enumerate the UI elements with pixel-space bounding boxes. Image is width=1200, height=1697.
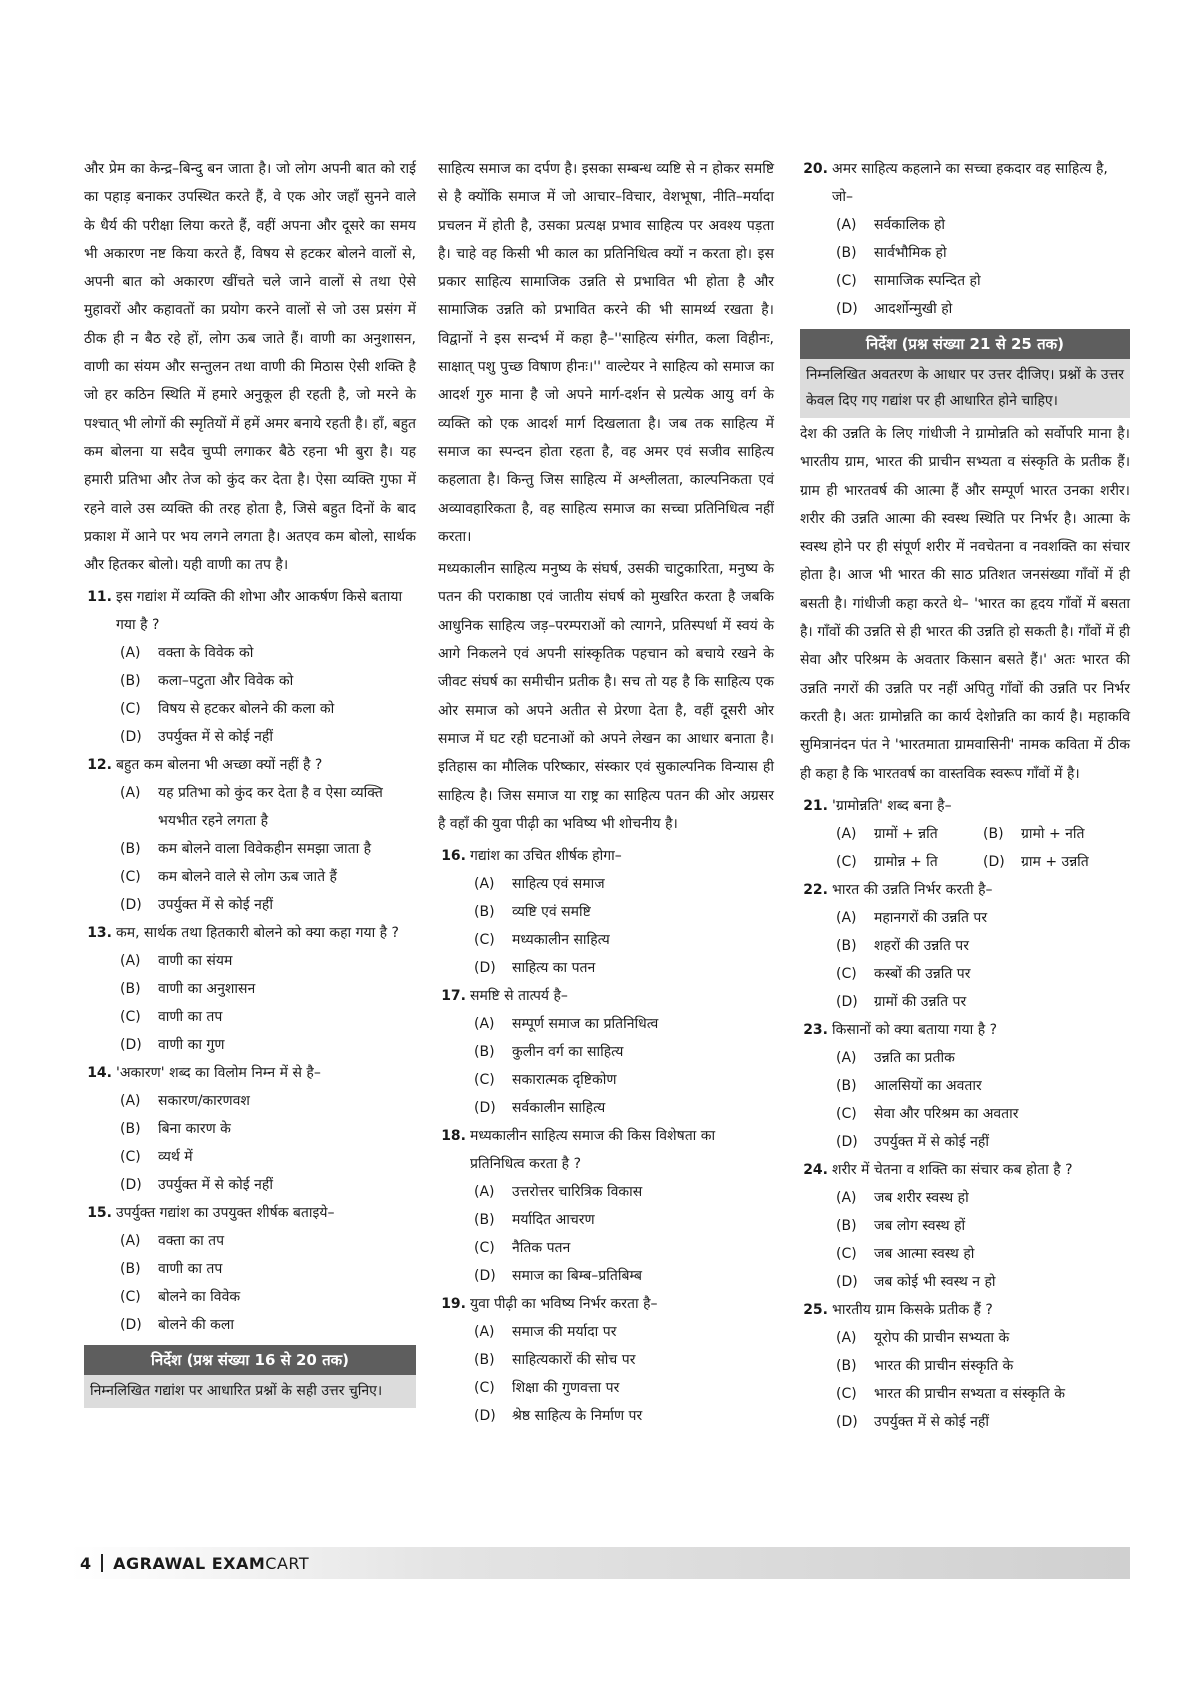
question-row	[84, 751, 416, 779]
question-number: 17.	[441, 988, 466, 1005]
question-number: 20.	[803, 161, 828, 177]
option-text: साहित्य एवं समाज	[512, 876, 605, 893]
answer-option	[84, 1311, 416, 1339]
question-text: कम, सार्थक तथा हितकारी बोलने को क्या कहा गया है ?	[116, 925, 399, 942]
question-number: 25.	[803, 1301, 828, 1318]
passage-text: देश की उन्नति के लिए गांधीजी ने ग्रामोन्नति को सर्वोपरि माना है। भारतीय ग्राम, भारत की प्राचीन सभ्यता व संस्कृति के प्रतीक हैं। ग्राम ही भारतवर्ष की आत्मा हैं और सम्पूर्ण भारत उनका शरीर। शरीर की उन्नति आत्मा की स्वस्थ स्थिति पर निर्भर है। आत्मा के स्वस्थ होने पर ही संपूर्ण शरीर में नवचेतना व नवशक्ति का संचार होता है। आज भी भारत की साठ प्रतिशत जनसंख्या गाँवों में ही बसती है। गांधीजी कहा करते थे– 'भारत का हृदय गाँवों में बसता है। गाँवों की उन्नति से ही भारत की उन्नति हो सकती है। गाँवों में ही सेवा और परिश्रम के अवतार किसान बसते हैं।' अतः भारत की उन्नति नगरों की उन्नति पर नहीं अपितु गाँवों की उन्नति पर निर्भर करती है। अतः ग्रामोन्नति का कार्य देशोन्नति का कार्य है। महाकवि सुमित्रानंदन पंत ने 'भारतमाता ग्रामवासिनी' नामक कविता में ठीक ही कहा है कि भारतवर्ष का वास्तविक स्वरूप गाँवों में है।	[800, 426, 1130, 782]
option-label: (C)	[474, 932, 495, 949]
option-label: (B)	[836, 1077, 857, 1094]
option-label: (C)	[120, 869, 141, 886]
option-label: (A)	[836, 825, 857, 842]
option-label: (C)	[836, 1385, 857, 1402]
option-text: उन्नति का प्रतीक	[874, 1049, 955, 1066]
question-text: इस गद्यांश में व्यक्ति की शोभा और आकर्षण किसे बताया गया है ?	[116, 589, 403, 634]
directive-body: निम्नलिखित अवतरण के आधार पर उत्तर दीजिए। प्रश्नों के उत्तर केवल दिए गए गद्यांश पर ही आधारित होने चाहिए।	[800, 359, 1130, 418]
answer-option	[800, 988, 1130, 1016]
option-label: (A)	[120, 1233, 141, 1250]
answer-option	[84, 863, 416, 891]
option-text: जब शरीर स्वस्थ हो	[874, 1189, 969, 1206]
question-number: 19.	[441, 1296, 466, 1313]
answer-option	[84, 667, 416, 695]
option-text: वाणी का तप	[158, 1261, 223, 1278]
column-right	[800, 155, 1130, 1436]
answer-option	[800, 1072, 1130, 1100]
answer-option	[800, 239, 1130, 267]
answer-option	[438, 870, 774, 898]
question-item	[800, 1156, 1130, 1296]
question-number: 24.	[803, 1161, 828, 1178]
option-label: (A)	[120, 1093, 141, 1110]
option-label: (D)	[120, 729, 142, 746]
answer-option	[84, 975, 416, 1003]
option-text: उपर्युक्त में से कोई नहीं	[874, 1413, 989, 1430]
page-number: 4	[80, 1553, 92, 1573]
answer-option	[84, 891, 416, 919]
answer-option	[800, 1324, 1130, 1352]
answer-option	[800, 1044, 1130, 1072]
option-text: ग्रामो + नति	[1021, 825, 1085, 842]
question-item	[438, 842, 774, 982]
option-text: नैतिक पतन	[512, 1240, 571, 1257]
option-text: बोलने का विवेक	[158, 1289, 241, 1306]
question-text: समष्टि से तात्पर्य है–	[470, 988, 568, 1005]
option-text: वाणी का संयम	[158, 953, 233, 970]
option-text: कुलीन वर्ग का साहित्य	[512, 1044, 624, 1061]
question-text: अमर साहित्य कहलाने का सच्चा हकदार वह साहित्य है, जो–	[832, 161, 1108, 205]
answer-option	[438, 1346, 774, 1374]
question-text: उपर्युक्त गद्यांश का उपयुक्त शीर्षक बताइये–	[116, 1205, 335, 1222]
option-label: (D)	[836, 1133, 858, 1150]
option-label: (B)	[120, 841, 141, 858]
answer-option	[84, 947, 416, 975]
question-item	[800, 792, 1130, 876]
option-text: श्रेष्ठ साहित्य के निर्माण पर	[512, 1408, 643, 1425]
answer-option	[983, 848, 1130, 876]
question-row	[800, 1296, 1130, 1324]
question-list	[84, 583, 416, 1339]
option-label: (C)	[120, 1149, 141, 1166]
answer-option	[84, 1143, 416, 1171]
answer-option	[438, 926, 774, 954]
option-text: सकारात्मक दृष्टिकोण	[512, 1072, 617, 1089]
option-label: (A)	[836, 1329, 857, 1346]
option-text: ग्रामों + न्नति	[874, 825, 938, 842]
answer-option	[800, 932, 1130, 960]
question-number: 21.	[803, 797, 828, 814]
option-text: उपर्युक्त में से कोई नहीं	[158, 897, 273, 914]
option-text: महानगरों की उन्नति पर	[874, 909, 988, 926]
answer-option	[800, 1184, 1130, 1212]
answer-option	[84, 695, 416, 723]
answer-option	[800, 960, 1130, 988]
option-label: (D)	[120, 1177, 142, 1194]
answer-option	[800, 904, 1130, 932]
question-row	[800, 792, 1130, 820]
option-text: मध्यकालीन साहित्य	[512, 932, 610, 949]
question-row	[84, 919, 416, 947]
option-label: (C)	[474, 1380, 495, 1397]
answer-option	[438, 1262, 774, 1290]
option-text: समाज का बिम्ब–प्रतिबिम्ब	[512, 1268, 643, 1285]
option-label: (D)	[836, 993, 858, 1010]
question-item	[438, 982, 774, 1122]
question-item	[84, 1199, 416, 1339]
option-text: सर्वकालीन साहित्य	[512, 1100, 606, 1117]
answer-option	[800, 295, 1130, 323]
option-label: (D)	[120, 897, 142, 914]
option-label: (D)	[120, 1037, 142, 1054]
option-label: (B)	[983, 825, 1004, 842]
brand-light: CART	[265, 1553, 310, 1573]
question-text: भारतीय ग्राम किसके प्रतीक हैं ?	[832, 1301, 993, 1318]
question-list	[800, 876, 1130, 1436]
question-text: युवा पीढ़ी का भविष्य निर्भर करता है–	[470, 1296, 658, 1313]
option-label: (A)	[474, 876, 495, 893]
question-row	[84, 583, 416, 639]
option-label: (B)	[474, 904, 495, 921]
option-text: विषय से हटकर बोलने की कला को	[158, 701, 335, 718]
option-text: भारत की प्राचीन सभ्यता व संस्कृति के	[874, 1385, 1065, 1402]
question-row	[800, 1156, 1130, 1184]
option-text: उपर्युक्त में से कोई नहीं	[158, 1177, 273, 1194]
question-row	[438, 842, 774, 870]
answer-option	[438, 1374, 774, 1402]
brand-bold: AGRAWAL EXAM	[113, 1553, 266, 1573]
option-label: (B)	[836, 245, 857, 261]
answer-option	[84, 723, 416, 751]
footer-divider	[101, 1554, 103, 1572]
option-label: (B)	[120, 981, 141, 998]
question-row	[438, 1122, 774, 1178]
option-label: (C)	[836, 965, 857, 982]
answer-option	[438, 1318, 774, 1346]
option-label: (C)	[836, 273, 857, 289]
answer-option	[84, 1255, 416, 1283]
question-item	[84, 583, 416, 751]
option-label: (D)	[474, 1408, 496, 1425]
option-text: साहित्य का पतन	[512, 960, 596, 977]
option-label: (A)	[474, 1324, 495, 1341]
question-number: 22.	[803, 881, 828, 898]
passage-text: मध्यकालीन साहित्य मनुष्य के संघर्ष, उसकी चाटुकारिता, मनुष्य के पतन की पराकाष्ठा एवं जातीय संघर्ष को मुखरित करता है जबकि आधुनिक साहित्य जड़–परम्पराओं को त्यागने, प्रतिस्पर्धा में स्वयं के आगे निकलने एवं अपनी सांस्कृतिक पहचान को बचाये रखने के जीवट संघर्ष का समीचीन प्रतीक है। सच तो यह है कि साहित्य एक ओर समाज को अपने अतीत से प्रेरणा देता है, वहीं दूसरी ओर समाज में घट रही घटनाओं को अपने लेखन का आधार बनाता है। इतिहास का मौलिक परिष्कार, संस्कार एवं सुकाल्पनिक विन्यास ही साहित्य है। जिस समाज या राष्ट्र का साहित्य पतन की ओर अग्रसर है वहाँ की युवा पीढ़ी का भविष्य भी शोचनीय है।	[438, 561, 774, 832]
option-label: (B)	[836, 1357, 857, 1374]
brand-logo	[113, 1554, 309, 1573]
question-row	[438, 982, 774, 1010]
question-row	[800, 876, 1130, 904]
answer-option	[438, 1094, 774, 1122]
answer-option	[438, 1038, 774, 1066]
question-row	[800, 155, 1130, 211]
option-label: (D)	[983, 853, 1005, 870]
question-text: 'अकारण' शब्द का विलोम निम्न में से है–	[116, 1065, 321, 1082]
question-list	[438, 842, 774, 1430]
question-number: 14.	[87, 1065, 112, 1082]
option-label: (C)	[120, 1289, 141, 1306]
question-row	[800, 1016, 1130, 1044]
answer-option	[800, 1100, 1130, 1128]
answer-option	[836, 820, 983, 848]
answer-option	[84, 779, 416, 835]
option-label: (A)	[474, 1184, 495, 1201]
question-number: 18.	[441, 1128, 466, 1145]
option-label: (B)	[120, 1261, 141, 1278]
option-label: (B)	[120, 1121, 141, 1138]
answer-option	[438, 1010, 774, 1038]
option-text: जब लोग स्वस्थ हों	[874, 1217, 966, 1234]
answer-option	[800, 267, 1130, 295]
option-label: (D)	[836, 1413, 858, 1430]
option-row	[800, 820, 1130, 848]
answer-option	[84, 835, 416, 863]
option-text: सर्वकालिक हो	[874, 217, 946, 233]
option-label: (A)	[120, 645, 141, 662]
option-label: (B)	[836, 1217, 857, 1234]
question-item	[84, 751, 416, 919]
option-text: यूरोप की प्राचीन सभ्यता के	[874, 1329, 1010, 1346]
option-text: व्यर्थ में	[158, 1149, 193, 1166]
answer-option	[438, 898, 774, 926]
option-text: कला–पटुता और विवेक को	[158, 673, 294, 690]
option-label: (D)	[120, 1317, 142, 1334]
question-item	[800, 155, 1130, 323]
answer-option	[84, 1227, 416, 1255]
question-number: 13.	[87, 925, 112, 942]
answer-option	[983, 820, 1130, 848]
option-label: (B)	[120, 673, 141, 690]
question-text: बहुत कम बोलना भी अच्छा क्यों नहीं है ?	[116, 757, 323, 774]
answer-option	[84, 1031, 416, 1059]
option-text: वक्ता का तप	[158, 1233, 225, 1250]
question-row	[84, 1199, 416, 1227]
option-label: (D)	[836, 1273, 858, 1290]
answer-option	[800, 1268, 1130, 1296]
question-number: 12.	[87, 757, 112, 774]
question-item	[800, 1296, 1130, 1436]
answer-option	[84, 1283, 416, 1311]
option-text: उपर्युक्त में से कोई नहीं	[874, 1133, 989, 1150]
option-text: उत्तरोत्तर चारित्रिक विकास	[512, 1184, 643, 1201]
question-number: 15.	[87, 1205, 112, 1222]
option-text: ग्रामोन्न + ति	[874, 853, 938, 870]
answer-option	[800, 1240, 1130, 1268]
option-label: (A)	[836, 1189, 857, 1206]
option-text: आदर्शोन्मुखी हो	[874, 301, 953, 317]
option-label: (D)	[474, 1268, 496, 1285]
answer-option	[800, 1128, 1130, 1156]
option-text: मर्यादित आचरण	[512, 1212, 595, 1229]
answer-option	[84, 639, 416, 667]
answer-option	[438, 1234, 774, 1262]
option-text: उपर्युक्त में से कोई नहीं	[158, 729, 273, 746]
passage-text: और प्रेम का केन्द्र–बिन्दु बन जाता है। जो लोग अपनी बात को राई का पहाड़ बनाकर उपस्थित करते हैं, वे एक ओर जहाँ सुनने वाले के धैर्य की परीक्षा लिया करते हैं, वहीं अपना और दूसरे का समय भी अकारण नष्ट किया करते हैं, विषय से हटकर बोलने वालों से, अपनी बात को अकारण खींचते चले जाने वालों से तथा ऐसे मुहावरों और कहावतों का प्रयोग करने वालों से जो उस प्रसंग में ठीक ही न बैठ रहे हों, लोग ऊब जाते हैं। वाणी का अनुशासन, वाणी का संयम और सन्तुलन तथा वाणी की मिठास ऐसी शक्ति है जो हर कठिन स्थिति में हमारे अनुकूल ही रहती है, जो मरने के पश्चात् भी लोगों की स्मृतियों में हमें अमर बनाये रहती है। हाँ, बहुत कम बोलना या सदैव चुप्पी लगाकर बैठे रहना भी बुरा है। यह हमारी प्रतिभा और तेज को कुंद कर देता है। ऐसा व्यक्ति गुफा में रहने वाले उस व्यक्ति की तरह होता है, जिसे बहुत दिनों के बाद प्रकाश में आने पर भय लगने लगता है। अतएव कम बोलो, सार्थक और हितकर बोलो। यही वाणी का तप है।	[84, 161, 416, 574]
question-item	[84, 919, 416, 1059]
answer-option	[800, 1380, 1130, 1408]
option-label: (A)	[120, 785, 141, 802]
option-label: (A)	[836, 217, 857, 233]
question-row	[84, 1059, 416, 1087]
answer-option	[836, 848, 983, 876]
option-label: (A)	[836, 1049, 857, 1066]
question-number: 11.	[87, 589, 112, 606]
option-text: ग्राम + उन्नति	[1021, 853, 1089, 870]
answer-option	[84, 1171, 416, 1199]
option-text: यह प्रतिभा को कुंद कर देता है व ऐसा व्यक्ति भयभीत रहने लगता है	[158, 785, 383, 830]
answer-option	[438, 1066, 774, 1094]
question-text: 'ग्रामोन्नति' शब्द बना है–	[832, 797, 952, 814]
question-item	[84, 1059, 416, 1199]
option-text: जब कोई भी स्वस्थ न हो	[874, 1273, 996, 1290]
option-text: सामाजिक स्पन्दित हो	[874, 273, 981, 289]
question-list	[800, 155, 1130, 323]
question-text: किसानों को क्या बताया गया है ?	[832, 1021, 998, 1038]
option-label: (A)	[836, 909, 857, 926]
option-label: (C)	[836, 1245, 857, 1262]
question-text: शरीर में चेतना व शक्ति का संचार कब होता है ?	[832, 1161, 1073, 1178]
directive-body: निम्नलिखित गद्यांश पर आधारित प्रश्नों के सही उत्तर चुनिए।	[84, 1375, 416, 1408]
question-item	[438, 1122, 774, 1290]
answer-option	[84, 1087, 416, 1115]
answer-option	[84, 1003, 416, 1031]
option-text: कम बोलने वाला विवेकहीन समझा जाता है	[158, 841, 372, 858]
question-list	[800, 792, 1130, 876]
question-row	[438, 1290, 774, 1318]
option-text: बोलने की कला	[158, 1317, 235, 1334]
option-text: ग्रामों की उन्नति पर	[874, 993, 967, 1010]
option-label: (B)	[836, 937, 857, 954]
question-number: 16.	[441, 848, 466, 865]
question-text: भारत की उन्नति निर्भर करती है–	[832, 881, 993, 898]
option-text: वक्ता के विवेक को	[158, 645, 254, 662]
column-left	[84, 155, 416, 1408]
answer-option	[438, 1178, 774, 1206]
option-text: साहित्यकारों की सोच पर	[512, 1352, 636, 1369]
option-text: समाज की मर्यादा पर	[512, 1324, 617, 1341]
option-label: (C)	[836, 1105, 857, 1122]
option-label: (C)	[474, 1240, 495, 1257]
option-text: सम्पूर्ण समाज का प्रतिनिधित्व	[512, 1016, 659, 1033]
option-label: (B)	[474, 1212, 495, 1229]
option-text: सार्वभौमिक हो	[874, 245, 947, 261]
option-label: (C)	[120, 1009, 141, 1026]
answer-option	[800, 1352, 1130, 1380]
option-text: वाणी का गुण	[158, 1037, 225, 1054]
option-text: वाणी का तप	[158, 1009, 223, 1026]
option-label: (D)	[474, 1100, 496, 1117]
question-number: 23.	[803, 1021, 828, 1038]
option-text: भारत की प्राचीन संस्कृति के	[874, 1357, 1014, 1374]
directive-title: निर्देश (प्रश्न संख्या 21 से 25 तक)	[800, 329, 1130, 359]
option-label: (D)	[836, 301, 858, 317]
column-middle	[438, 155, 774, 1430]
option-label: (A)	[120, 953, 141, 970]
question-text: मध्यकालीन साहित्य समाज की किस विशेषता का प्रतिनिधित्व करता है ?	[470, 1128, 716, 1173]
answer-option	[800, 211, 1130, 239]
option-row	[800, 848, 1130, 876]
answer-option	[800, 1212, 1130, 1240]
option-text: जब आत्मा स्वस्थ हो	[874, 1245, 975, 1262]
option-text: आलसियों का अवतार	[874, 1077, 982, 1094]
answer-option	[438, 1402, 774, 1430]
answer-option	[800, 1408, 1130, 1436]
option-text: शहरों की उन्नति पर	[874, 937, 969, 954]
answer-option	[438, 1206, 774, 1234]
question-item	[800, 1016, 1130, 1156]
question-item	[438, 1290, 774, 1430]
option-label: (B)	[474, 1352, 495, 1369]
option-text: सकारण/कारणवश	[158, 1093, 250, 1110]
option-label: (C)	[120, 701, 141, 718]
directive-title: निर्देश (प्रश्न संख्या 16 से 20 तक)	[84, 1345, 416, 1375]
option-label: (B)	[474, 1044, 495, 1061]
option-text: कस्बों की उन्नति पर	[874, 965, 971, 982]
option-label: (D)	[474, 960, 496, 977]
option-text: शिक्षा की गुणवत्ता पर	[512, 1380, 620, 1397]
option-text: बिना कारण के	[158, 1121, 231, 1138]
page-footer	[70, 1547, 1130, 1579]
question-item	[800, 876, 1130, 1016]
option-label: (C)	[836, 853, 857, 870]
option-label: (C)	[474, 1072, 495, 1089]
question-text: गद्यांश का उचित शीर्षक होगा–	[470, 848, 622, 865]
option-text: व्यष्टि एवं समष्टि	[512, 904, 591, 921]
answer-option	[438, 954, 774, 982]
option-text: वाणी का अनुशासन	[158, 981, 256, 998]
option-text: कम बोलने वाले से लोग ऊब जाते हैं	[158, 869, 337, 886]
passage-text: साहित्य समाज का दर्पण है। इसका सम्बन्ध व्यष्टि से न होकर समष्टि से है क्योंकि समाज में जो आचार–विचार, वेशभूषा, नीति–मर्यादा प्रचलन में होती है, उसका प्रत्यक्ष प्रभाव साहित्य पर अवश्य पड़ता है। चाहे वह किसी भी काल का प्रतिनिधित्व क्यों न करता हो। इस प्रकार साहित्य सामाजिक उन्नति से प्रभावित भी होता है और सामाजिक उन्नति को प्रभावित करने की भी सामर्थ्य रखता है। विद्वानों ने इस सन्दर्भ में कहा है–''साहित्य संगीत, कला विहीनः, साक्षात् पशु पुच्छ विषाण हीनः।'' वाल्टेयर ने साहित्य को समाज का आदर्श गुरु माना है जो अपने मार्ग-दर्शन से प्रत्येक आयु वर्ग के व्यक्ति को एक आदर्श मार्ग दिखलाता है। जब तक साहित्य में समाज का स्पन्दन होता रहता है, वह अमर एवं सजीव साहित्य कहलाता है। किन्तु जिस साहित्य में अश्लीलता, काल्पनिकता एवं अव्यावहारिकता है, वह साहित्य समाज का सच्चा प्रतिनिधित्व नहीं करता।	[438, 161, 774, 545]
option-label: (A)	[474, 1016, 495, 1033]
answer-option	[84, 1115, 416, 1143]
option-text: सेवा और परिश्रम का अवतार	[874, 1105, 1019, 1122]
